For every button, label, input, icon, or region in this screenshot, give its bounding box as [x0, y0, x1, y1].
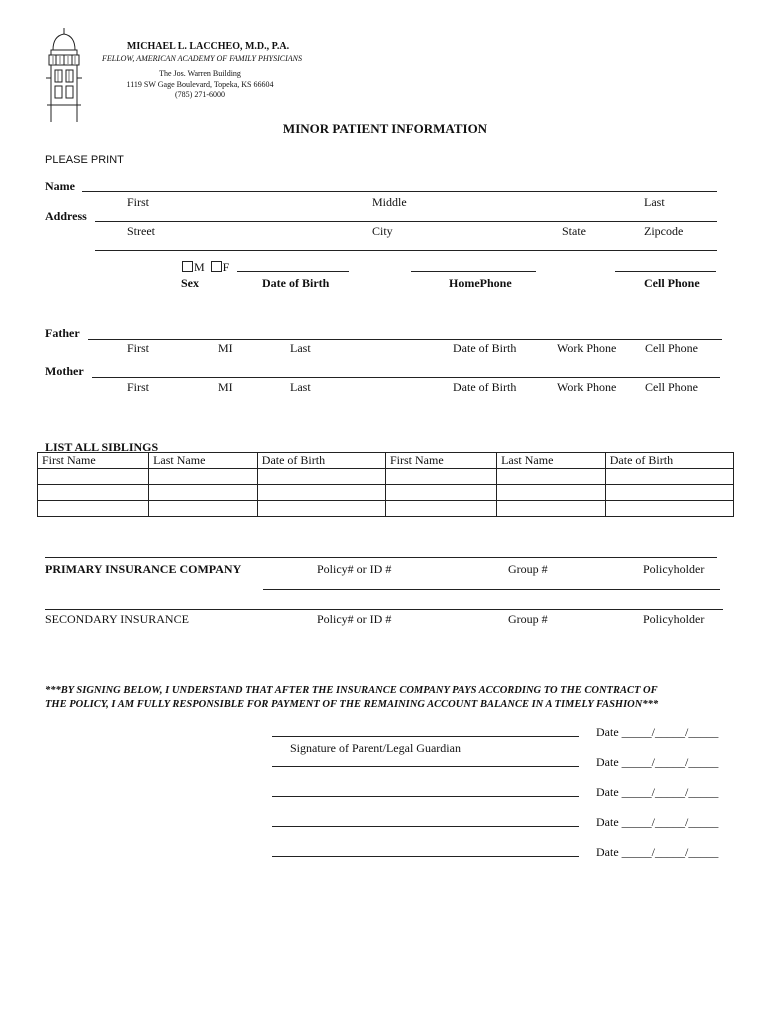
date-field[interactable]: Date _____/_____/_____ [596, 755, 719, 769]
secondary-insurance-field[interactable] [45, 609, 723, 610]
table-cell[interactable] [38, 469, 149, 485]
table-row [38, 501, 734, 517]
primary-insurance-field[interactable] [45, 557, 717, 558]
father-work-phone-caption: Work Phone [557, 341, 617, 355]
table-cell[interactable] [38, 501, 149, 517]
date-field[interactable]: Date _____/_____/_____ [596, 725, 719, 739]
table-cell[interactable] [385, 485, 496, 501]
primary-group-caption: Group # [508, 562, 548, 576]
building-tower-icon [44, 28, 84, 122]
practice-address: 1119 SW Gage Boulevard, Topeka, KS 66604 [126, 80, 274, 89]
name-last-caption: Last [644, 195, 665, 209]
signature-line[interactable] [272, 736, 579, 737]
table-cell[interactable] [497, 501, 606, 517]
table-row [38, 485, 734, 501]
state-caption: State [562, 224, 586, 238]
name-middle-caption: Middle [372, 195, 407, 209]
table-cell[interactable] [149, 469, 258, 485]
father-label: Father [45, 326, 80, 340]
col-date-of-birth-2: Date of Birth [605, 453, 733, 469]
table-cell[interactable] [385, 469, 496, 485]
table-cell[interactable] [149, 501, 258, 517]
col-date-of-birth: Date of Birth [257, 453, 385, 469]
table-cell[interactable] [605, 485, 733, 501]
secondary-group-caption: Group # [508, 612, 548, 626]
table-row [38, 469, 734, 485]
siblings-table [37, 452, 734, 517]
table-cell[interactable] [497, 469, 606, 485]
cell-phone-field[interactable] [615, 271, 716, 272]
name-label: Name [45, 179, 75, 193]
mother-mi-caption: MI [218, 380, 233, 394]
please-print: PLEASE PRINT [45, 154, 124, 166]
zipcode-caption: Zipcode [644, 224, 684, 238]
signature-line[interactable] [272, 796, 579, 797]
primary-policyholder-caption: Policyholder [643, 562, 705, 576]
practice-phone: (785) 271-6000 [175, 90, 225, 99]
fellowship-line: FELLOW, AMERICAN ACADEMY OF FAMILY PHYSICIANS [102, 54, 302, 63]
mother-label: Mother [45, 364, 84, 378]
siblings-header-row [38, 453, 734, 469]
address-field[interactable] [95, 221, 717, 222]
table-cell[interactable] [497, 485, 606, 501]
mother-last-caption: Last [290, 380, 311, 394]
signature-line[interactable] [272, 856, 579, 857]
street-caption: Street [127, 224, 155, 238]
mother-first-caption: First [127, 380, 150, 394]
signature-line[interactable] [272, 766, 579, 767]
table-cell[interactable] [605, 469, 733, 485]
primary-insurance-line-2[interactable] [263, 589, 720, 590]
father-cell-phone-caption: Cell Phone [645, 341, 698, 355]
guardian-signature-caption: Signature of Parent/Legal Guardian [290, 741, 461, 755]
father-dob-caption: Date of Birth [453, 341, 517, 355]
form-title: MINOR PATIENT INFORMATION [282, 121, 488, 136]
secondary-policy-caption: Policy# or ID # [317, 612, 392, 626]
agreement-line-2: THE POLICY, I AM FULLY RESPONSIBLE FOR PAYMENT OF THE REMAINING ACCOUNT BALANCE IN A TIMELY FASHION*** [45, 699, 659, 710]
col-first-name: First Name [38, 453, 149, 469]
secondary-policyholder-caption: Policyholder [643, 612, 705, 626]
building-name: The Jos. Warren Building [159, 69, 241, 78]
city-caption: City [372, 224, 393, 238]
father-last-caption: Last [290, 341, 311, 355]
table-cell[interactable] [38, 485, 149, 501]
agreement-line-1: ***BY SIGNING BELOW, I UNDERSTAND THAT AFTER THE INSURANCE COMPANY PAYS ACCORDING TO THE CONTRACT OF [45, 685, 658, 696]
sex-female-label: F [222, 260, 230, 274]
date-field[interactable]: Date _____/_____/_____ [596, 815, 719, 829]
date-field[interactable]: Date _____/_____/_____ [596, 845, 719, 859]
table-cell[interactable] [257, 501, 385, 517]
address-label: Address [45, 209, 87, 223]
name-field[interactable] [82, 191, 717, 192]
dob-field[interactable] [237, 271, 349, 272]
col-last-name: Last Name [149, 453, 258, 469]
cell-phone-label: Cell Phone [644, 276, 700, 290]
siblings-heading: LIST ALL SIBLINGS [45, 440, 159, 454]
primary-policy-caption: Policy# or ID # [317, 562, 392, 576]
col-first-name-2: First Name [385, 453, 496, 469]
practice-name: MICHAEL L. LACCHEO, M.D., P.A. [126, 41, 290, 52]
table-cell[interactable] [149, 485, 258, 501]
father-field[interactable] [88, 339, 722, 340]
sex-female-checkbox[interactable] [211, 261, 222, 272]
primary-insurance-label: PRIMARY INSURANCE COMPANY [45, 562, 242, 576]
home-phone-label: HomePhone [449, 276, 512, 290]
mother-dob-caption: Date of Birth [453, 380, 517, 394]
mother-work-phone-caption: Work Phone [557, 380, 617, 394]
table-cell[interactable] [605, 501, 733, 517]
date-field[interactable]: Date _____/_____/_____ [596, 785, 719, 799]
col-last-name-2: Last Name [497, 453, 606, 469]
sex-male-label: M [194, 260, 205, 274]
father-first-caption: First [127, 341, 150, 355]
dob-label: Date of Birth [262, 276, 330, 290]
table-cell[interactable] [385, 501, 496, 517]
mother-cell-phone-caption: Cell Phone [645, 380, 698, 394]
secondary-insurance-label: SECONDARY INSURANCE [45, 612, 189, 626]
home-phone-field[interactable] [411, 271, 536, 272]
sex-checkboxes [182, 260, 229, 275]
sex-label: Sex [181, 276, 199, 290]
father-mi-caption: MI [218, 341, 233, 355]
address-line-2[interactable] [95, 250, 717, 251]
table-cell[interactable] [257, 485, 385, 501]
name-first-caption: First [127, 195, 150, 209]
table-cell[interactable] [257, 469, 385, 485]
signature-line[interactable] [272, 826, 579, 827]
mother-field[interactable] [92, 377, 720, 378]
sex-male-checkbox[interactable] [182, 261, 193, 272]
